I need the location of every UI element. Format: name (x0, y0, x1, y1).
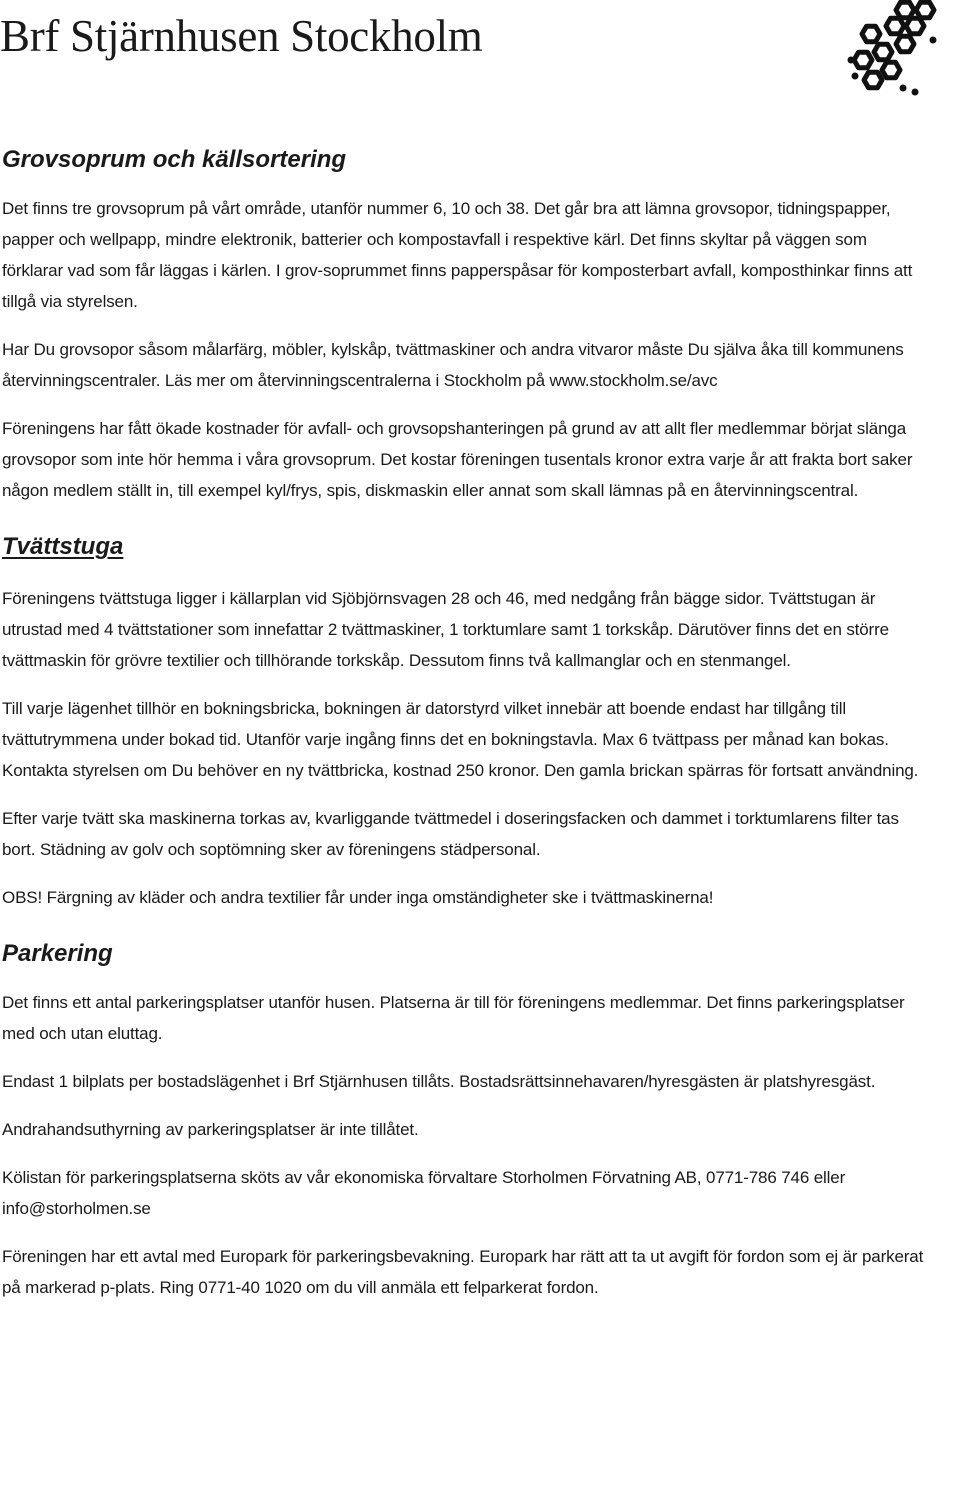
section-heading-grovsoprum: Grovsoprum och källsortering (2, 146, 347, 173)
logo-hexagon (916, 2, 934, 18)
parkering-paragraph-1: Det finns ett antal parkeringsplatser utanför husen. Platserna är till för föreningens medlemmar. Det finns parkeringsplatser med och utan eluttag. (2, 993, 905, 1043)
tvattstuga-paragraph-2: Till varje lägenhet tillhör en bokningsbricka, bokningen är datorstyrd vilket innebär att boende endast har tillgång till tvättutrymmena under bokad tid. Utanför varje ingång finns det en bokningstavla. Max 6 tvättpass per månad kan bokas. Kontakta styrelsen om Du behöver en ny tvättbricka, kostnad 250 kronor. Den gamla brickan spärras för fortsatt användning. (2, 699, 919, 780)
parkering-paragraph-2: Endast 1 bilplats per bostadslägenhet i Brf Stjärnhusen tillåts. Bostadsrättsinnehavaren/hyresgästen är platshyresgäst. (2, 1072, 876, 1091)
logo-hexagon (906, 18, 924, 34)
logo-hexagon (896, 36, 914, 52)
logo-dot (848, 57, 855, 64)
logo-dot (900, 85, 907, 92)
logo-dot (912, 89, 919, 96)
tvattstuga-paragraph-1: Föreningens tvättstuga ligger i källarplan vid Sjöbjörnsvagen 28 och 46, med nedgång från bägge sidor. Tvättstugan är utrustad med 4 tvättstationer som innefattar 2 tvättmaskiner, 1 torktumlare samt 1 torkskåp. Därutöver finns det en större tvättmaskin för grövre textilier och tillhörande torkskåp. Dessutom finns två kallmanglar och en stenmangel. (2, 589, 889, 670)
parkering-paragraph-4: Kölistan för parkeringsplatserna sköts av vår ekonomiska förvaltare Storholmen Förvatning AB, 0771-786 746 eller info@storholmen.se (2, 1168, 846, 1218)
parkering-paragraph-5: Föreningen har ett avtal med Europark för parkeringsbevakning. Europark har rätt att ta ut avgift för fordon som ej är parkerat på markerad p-plats. Ring 0771-40 1020 om du vill anmäla ett felparkerat fordon. (2, 1247, 924, 1297)
section-heading-tvattstuga: Tvättstuga (2, 533, 124, 560)
grovsoprum-paragraph-1: Det finns tre grovsoprum på vårt område, utanför nummer 6, 10 och 38. Det går bra att lämna grovsopor, tidningspapper, papper och wellpapp, mindre elektronik, batterier och kompostavfall i respektive kärl. Det finns skyltar på väggen som förklarar vad som får läggas i kärlen. I grov-soprummet finns papperspåsar för komposterbart avfall, komposthinkar finns att tillgå via styrelsen. (2, 199, 913, 311)
logo-hexagon (862, 26, 880, 42)
logo-hexagon (874, 44, 892, 60)
logo-icon (843, 0, 943, 100)
grovsoprum-paragraph-2: Har Du grovsopor såsom målarfärg, möbler, kylskåp, tvättmaskiner och andra vitvaror måste Du själva åka till kommunens återvinningscentraler. Läs mer om återvinningscentralerna i Stockholm på www.stockholm.se/avc (2, 340, 904, 390)
tvattstuga-paragraph-3: Efter varje tvätt ska maskinerna torkas av, kvarliggande tvättmedel i doseringsfacken och dammet i torktumlarens filter tas bort. Städning av golv och soptömning sker av föreningens städpersonal. (2, 809, 899, 859)
logo-dot (930, 37, 937, 44)
logo-hexagon (896, 2, 914, 18)
tvattstuga-paragraph-4: OBS! Färgning av kläder och andra textilier får under inga omständigheter ske i tvättmaskinerna! (2, 888, 714, 907)
logo-hexagon (886, 18, 904, 34)
logo-dot (852, 73, 859, 80)
parkering-paragraph-3: Andrahandsuthyrning av parkeringsplatser är inte tillåtet. (2, 1120, 419, 1139)
document-body (2, 141, 932, 1303)
section-heading-parkering: Parkering (2, 940, 113, 967)
logo-hexagon (882, 62, 900, 78)
logo-hexagon (854, 52, 872, 68)
grovsoprum-paragraph-3: Föreningens har fått ökade kostnader för avfall- och grovsopshanteringen på grund av att allt fler medlemmar börjat slänga grovsopor som inte hör hemma i våra grovsoprum. Det kostar föreningen tusentals kronor extra varje år att frakta bort saker någon medlem ställt in, till exempel kyl/frys, spis, diskmaskin eller annat som skall lämnas på en återvinningscentral. (2, 419, 913, 500)
page-title: Brf Stjärnhusen Stockholm (0, 11, 483, 61)
logo-hexagon (864, 72, 882, 88)
